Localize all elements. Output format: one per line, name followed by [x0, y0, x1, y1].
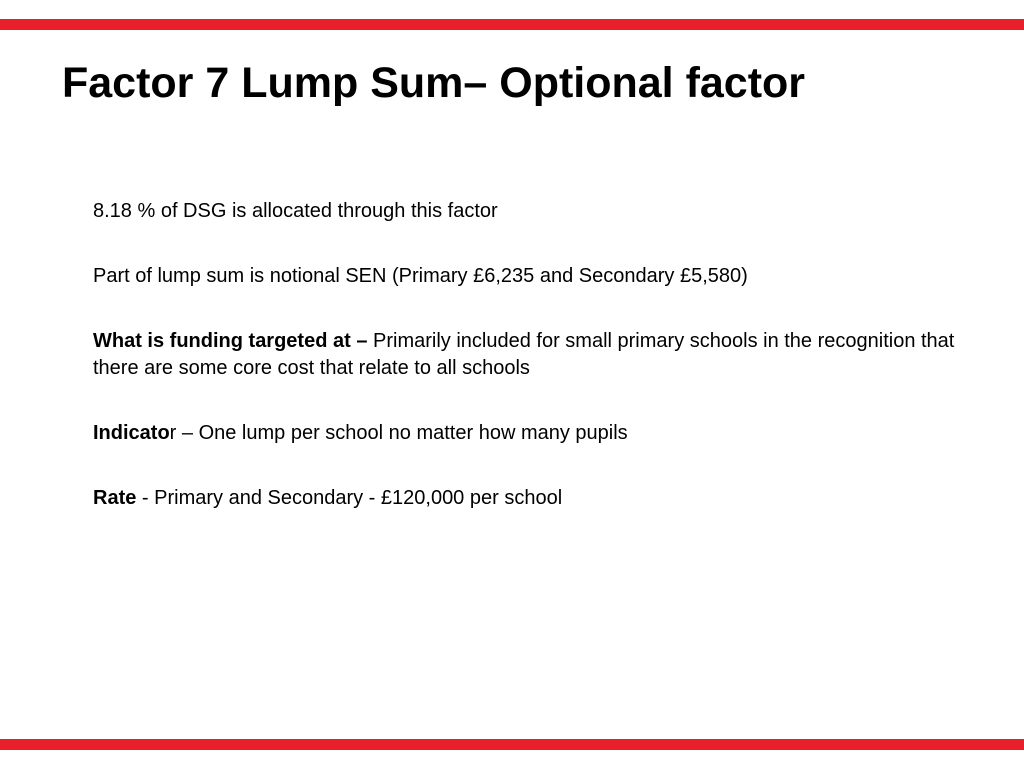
- point-label: What is funding targeted at –: [93, 330, 374, 352]
- point-text: 8.18 % of DSG is allocated through this factor: [93, 200, 498, 222]
- bottom-accent-bar: [0, 739, 1024, 750]
- point-text: Primarily included for small primary schools in the recognition that there are some core cost that relate to all schools: [93, 330, 955, 379]
- point-funding-target: [93, 328, 973, 382]
- point-dsg-allocation: [93, 198, 973, 225]
- point-label: Rate: [93, 487, 137, 509]
- point-notional-sen: [93, 263, 973, 290]
- slide-title: Factor 7 Lump Sum– Optional factor: [62, 59, 806, 107]
- point-text: Part of lump sum is notional SEN (Primary £6,235 and Secondary £5,580): [93, 265, 748, 287]
- top-accent-bar: [0, 19, 1024, 30]
- point-indicator: [93, 420, 973, 447]
- point-rate: [93, 485, 973, 512]
- point-text: r – One lump per school no matter how many pupils: [169, 422, 628, 444]
- point-text: - Primary and Secondary - £120,000 per school: [136, 487, 563, 509]
- slide-body: [93, 198, 973, 550]
- point-label: Indicato: [93, 422, 170, 444]
